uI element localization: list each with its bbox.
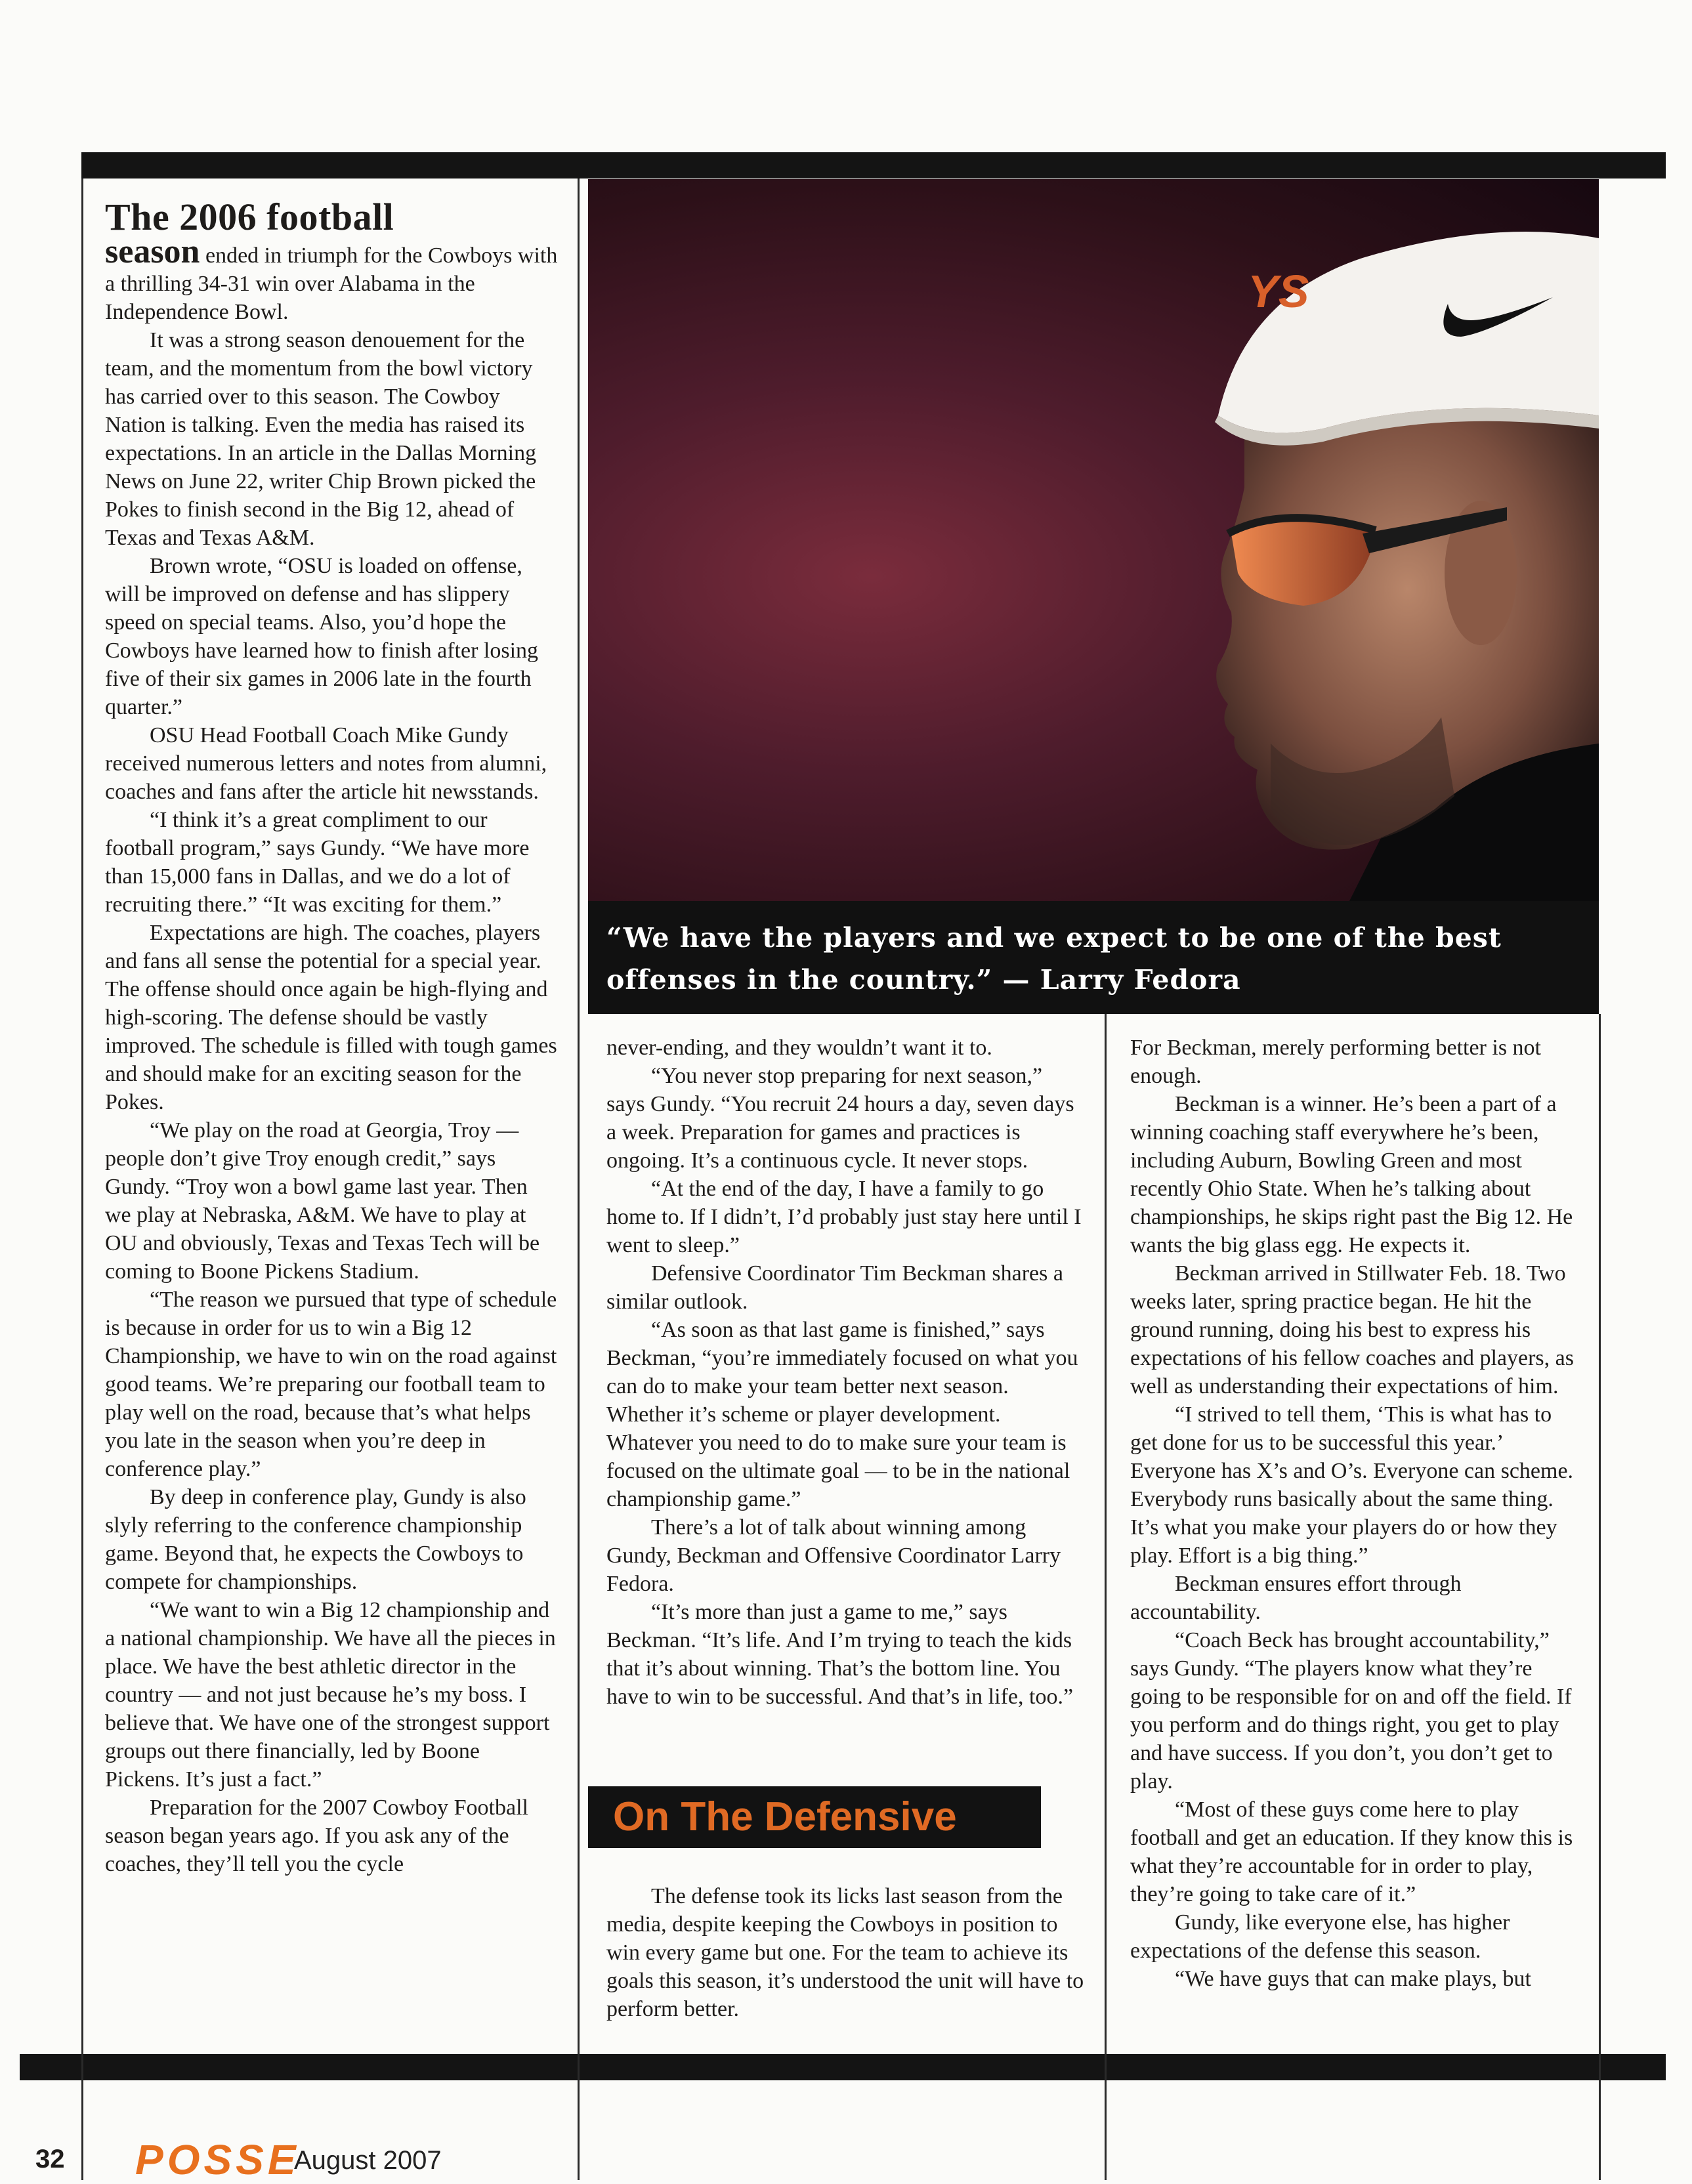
col1-paragraph: It was a strong season denouement for the team, and the momentum from the bowl victory has carried over to this season. The Cowboy Nation is talking. Even the media has raised its expectations. In an article in the Dallas Morning News on June 22, writer Chip Brown picked the Pokes to finish second in the Big 12, ahead of Texas and Texas A&M. — [105, 328, 537, 550]
col3-paragraph: “I strived to tell them, ‘This is what has to get done for us to be successful this year.’ Everyone has X’s and O’s. Everyone can scheme. Everybody runs basically about the same thing. It’s what you make your players do or how they play. Effort is a big thing.” — [1130, 1402, 1574, 1568]
col3-paragraph: Gundy, like everyone else, has higher expectations of the defense this season. — [1130, 1910, 1510, 1963]
col2-paragraph: “At the end of the day, I have a family to go home to. If I didn’t, I’d probably just stay here until I went to sleep.” — [606, 1177, 1082, 1257]
col2-paragraph: “It’s more than just a game to me,” says Beckman. “It’s life. And I’m trying to teach the kids that it’s about winning. That’s the bottom line. You have to win to be successful. And that’s in life, too.” — [606, 1600, 1074, 1709]
visor-text: YS — [1248, 266, 1309, 317]
col1-paragraph: “We play on the road at Georgia, Troy — people don’t give Troy enough credit,” says Gundy. “Troy won a bowl game last year. Then we play at Nebraska, A&M. We have to play at OU and obviously, Texas and Texas Tech will be coming to Boone Pickens Stadium. — [105, 1118, 540, 1284]
col3-paragraph: “We have guys that can make plays, but — [1175, 1967, 1531, 1991]
col1-paragraph: By deep in conference play, Gundy is also slyly referring to the conference championship game. Beyond that, he expects the Cowboys to compete for championships. — [105, 1485, 526, 1594]
column-2-bottom — [606, 1882, 1086, 2023]
column-3 — [1130, 1034, 1583, 1993]
col1-paragraph: OSU Head Football Coach Mike Gundy received numerous letters and notes from alumni, coaches and fans after the article hit newsstands. — [105, 723, 547, 804]
column-rule-right — [1599, 1014, 1601, 2180]
coach-illustration — [588, 179, 1599, 901]
column-rule-2 — [1105, 1014, 1107, 2180]
col2-paragraph: The defense took its licks last season from the media, despite keeping the Cowboys in position to win every game but one. For the team to achieve its goals this season, it’s understood the unit will have to perform better. — [606, 1884, 1084, 2021]
bottom-rule — [20, 2054, 1666, 2080]
col3-paragraph: Beckman is a winner. He’s been a part of a winning coaching staff everywhere he’s been, including Auburn, Bowling Green and most recently Ohio State. When he’s talking about championships, he skips right past the Big 12. He wants the big glass egg. He expects it. — [1130, 1092, 1573, 1257]
col1-paragraph: “The reason we pursued that type of schedule is because in order for us to win a Big 12 Championship, we have to win on the road against good teams. We’re preparing our football team to play well on the road, because that’s what helps you late in the season when you’re deep in conference play.” — [105, 1288, 557, 1481]
col2-paragraph: never-ending, and they wouldn’t want it to. — [606, 1036, 992, 1060]
top-rule — [81, 152, 1666, 178]
column-1 — [105, 197, 558, 1878]
col2-paragraph: Defensive Coordinator Tim Beckman shares a similar outlook. — [606, 1261, 1063, 1314]
coach-photo — [588, 179, 1599, 901]
section-heading: On The Defensive — [588, 1786, 1041, 1848]
col1-paragraph: Brown wrote, “OSU is loaded on offense, will be improved on defense and has slippery speed on special teams. Also, you’d hope the Cowboys have learned how to finish after losing five of their six games in 2006 late in the fourth quarter.” — [105, 554, 539, 719]
lead-first-rest: ended in triumph for the Cowboys with a thrilling 34-31 win over Alabama in the Independence Bowl. — [105, 243, 558, 324]
col1-paragraph: “We want to win a Big 12 championship and a national championship. We have all the pieces in place. We have the best athletic director in the country — and not just because he’s my boss. I believe that. We have one of the strongest support groups out there financially, led by Boone Pickens. It’s just a fact.” — [105, 1598, 556, 1792]
col2-paragraph: There’s a lot of talk about winning among Gundy, Beckman and Offensive Coordinator Larry Fedora. — [606, 1515, 1061, 1596]
page-number: 32 — [35, 2145, 65, 2174]
lead-paragraph — [105, 233, 558, 326]
col1-paragraph: Expectations are high. The coaches, players and fans all sense the potential for a special year. The offense should once again be high-flying and high-scoring. The defense should be vastly improved. The schedule is filled with tough games and should make for an exciting season for the Pokes. — [105, 921, 557, 1114]
col2-paragraph: “As soon as that last game is finished,” says Beckman, “you’re immediately focused on what you can do to make your team better next season. Whether it’s scheme or player development. Whatever you need to do to make sure your team is focused on the ultimate goal — to be in the national championship game.” — [606, 1318, 1078, 1511]
pull-quote: “We have the players and we expect to be one of the best offenses in the country.” — Larry Fedora — [588, 901, 1599, 1014]
col3-paragraph: Beckman arrived in Stillwater Feb. 18. Two weeks later, spring practice began. He hit the ground running, doing his best to express his expectations of his fellow coaches and players, as well as understanding their expectations of him. — [1130, 1261, 1574, 1398]
lead-heading: The 2006 football — [105, 196, 394, 238]
lead-first-word: season — [105, 233, 200, 270]
col1-paragraph: Preparation for the 2007 Cowboy Football season began years ago. If you ask any of the coaches, they’ll tell you the cycle — [105, 1796, 528, 1876]
col2-paragraph: “You never stop preparing for next season,” says Gundy. “You recruit 24 hours a day, seven days a week. Preparation for games and practices is ongoing. It’s a continuous cycle. It never stops. — [606, 1064, 1074, 1173]
column-rule-left — [81, 178, 83, 2180]
col3-paragraph: For Beckman, merely performing better is not enough. — [1130, 1036, 1541, 1088]
col1-paragraph: “I think it’s a great compliment to our football program,” says Gundy. “We have more than 15,000 fans in Dallas, and we do a lot of recruiting there.” “It was exciting for them.” — [105, 808, 530, 917]
column-rule-1 — [578, 178, 580, 2180]
col3-paragraph: “Most of these guys come here to play football and get an education. If they know this is what they’re accountable for in order to play, they’re going to take care of it.” — [1130, 1797, 1573, 1906]
column-2-top — [606, 1034, 1086, 1711]
magazine-logo: POSSE — [135, 2136, 300, 2183]
col3-paragraph: “Coach Beck has brought accountability,” says Gundy. “The players know what they’re going to be responsible for on and off the field. If you perform and do things right, you get to play and have success. If you don’t, you don’t get to play. — [1130, 1628, 1572, 1794]
footer-rule-2 — [1105, 2080, 1107, 2180]
col3-paragraph: Beckman ensures effort through accountability. — [1130, 1572, 1462, 1624]
issue-date: August 2007 — [294, 2146, 442, 2175]
